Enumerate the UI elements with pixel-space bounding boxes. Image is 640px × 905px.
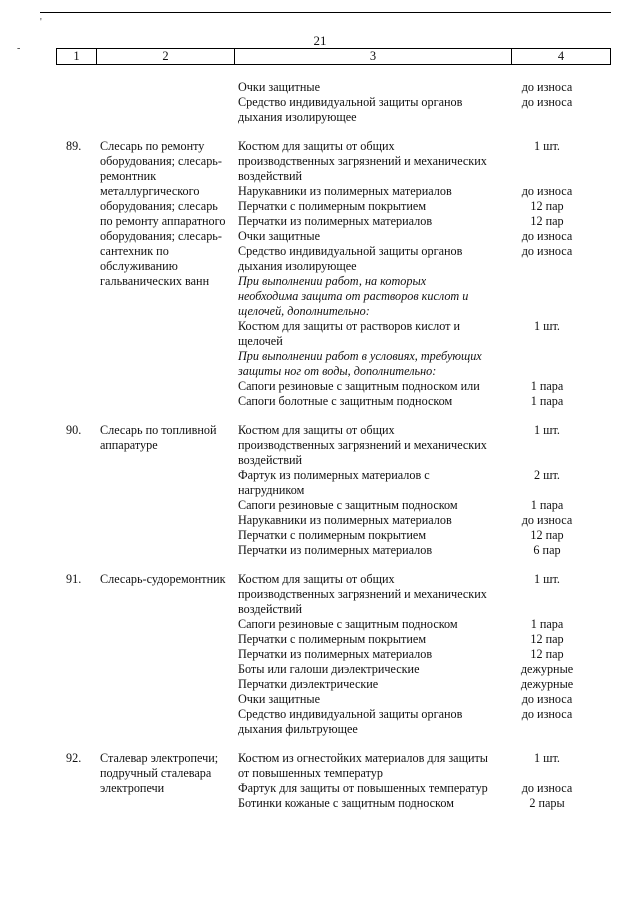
ppe-item-quantity: 1 шт. xyxy=(534,139,560,153)
ppe-item xyxy=(238,781,628,796)
ppe-item-name: Очки защитные xyxy=(238,229,320,243)
ppe-item xyxy=(238,468,628,498)
ppe-item xyxy=(238,677,628,692)
ppe-item-name: Фартук из полимерных материалов с нагрудником xyxy=(238,468,430,497)
ppe-item xyxy=(238,139,628,184)
table-row xyxy=(0,572,640,737)
ppe-item-quantity xyxy=(488,274,606,319)
ppe-item-name: Боты или галоши диэлектрические xyxy=(238,662,420,676)
ppe-item xyxy=(238,617,628,632)
ppe-item-name: Перчатки из полимерных материалов xyxy=(238,214,433,228)
top-rule xyxy=(40,12,611,13)
condition-note: При выполнении работ в условиях, требующих защиты ног от воды, дополнительно: xyxy=(238,349,482,378)
ppe-item-name: Костюм для защиты от растворов кислот и щелочей xyxy=(238,319,461,348)
ppe-item-name: Костюм из огнестойких материалов для защиты от повышенных температур xyxy=(238,751,488,780)
ppe-item-name: Сапоги болотные с защитным подноском xyxy=(238,394,453,408)
ppe-item xyxy=(238,80,628,95)
profession-name: Сталевар электропечи; подручный сталевара электропечи xyxy=(100,751,219,795)
ppe-item xyxy=(238,319,628,349)
ppe-item-quantity xyxy=(488,349,606,379)
profession-name: Слесарь по ремонту оборудования; слесарь-ремонтник металлургического оборудования; слесарь по ремонту аппаратного оборудования; слесарь-сантехник по обслуживанию гальванических ванн xyxy=(100,139,226,288)
ppe-item-quantity: 1 пара xyxy=(530,379,564,393)
profession-name: Слесарь по топливной аппаратуре xyxy=(100,423,217,452)
ppe-item-quantity: до износа xyxy=(521,80,573,94)
ppe-item-quantity: 12 пар xyxy=(530,214,564,228)
row-number: 89. xyxy=(66,139,82,153)
ppe-item-name: Ботинки кожаные с защитным подноском xyxy=(238,796,454,810)
condition-note: При выполнении работ, на которых необходима защита от растворов кислот и щелочей, дополнительно: xyxy=(238,274,469,318)
ppe-item-quantity: 1 шт. xyxy=(534,751,560,765)
ppe-item xyxy=(238,214,628,229)
table-body xyxy=(0,80,640,825)
ppe-item-quantity: 1 пара xyxy=(530,498,564,512)
corner-mark-1: ' xyxy=(40,17,42,28)
profession-name: Слесарь-судоремонтник xyxy=(100,572,226,586)
ppe-item xyxy=(238,95,628,125)
ppe-item-quantity: до износа xyxy=(521,244,573,258)
ppe-item xyxy=(238,349,628,379)
ppe-item-name: Очки защитные xyxy=(238,80,320,94)
row-number: 90. xyxy=(66,423,82,437)
ppe-item xyxy=(238,498,628,513)
ppe-item-name: Перчатки диэлектрические xyxy=(238,677,379,691)
ppe-item-quantity: дежурные xyxy=(520,677,574,691)
row-number: 92. xyxy=(66,751,82,765)
ppe-item-quantity: 12 пар xyxy=(530,647,564,661)
ppe-item-name: Костюм для защиты от общих производственных загрязнений и механических воздействий xyxy=(238,572,487,616)
ppe-item xyxy=(238,707,628,737)
ppe-item-name: Средство индивидуальной защиты органов дыхания изолирующее xyxy=(238,95,463,124)
ppe-item-quantity: до износа xyxy=(521,184,573,198)
ppe-item-name: Перчатки с полимерным покрытием xyxy=(238,632,427,646)
ppe-item xyxy=(238,543,628,558)
ppe-item-name: Перчатки с полимерным покрытием xyxy=(238,199,427,213)
ppe-item-quantity: 1 шт. xyxy=(534,319,560,333)
ppe-item xyxy=(238,632,628,647)
ppe-item-quantity: до износа xyxy=(521,707,573,721)
ppe-item-quantity: дежурные xyxy=(520,662,574,676)
ppe-item-quantity: 12 пар xyxy=(530,632,564,646)
header-col-1: 1 xyxy=(56,48,96,65)
ppe-item xyxy=(238,274,628,319)
ppe-item-quantity: до износа xyxy=(521,229,573,243)
ppe-item-quantity: 2 пары xyxy=(529,796,565,810)
ppe-item xyxy=(238,423,628,468)
ppe-item xyxy=(238,528,628,543)
ppe-item xyxy=(238,394,628,409)
ppe-item-name: Костюм для защиты от общих производственных загрязнений и механических воздействий xyxy=(238,139,487,183)
ppe-item-quantity: 1 пара xyxy=(530,394,564,408)
ppe-item-quantity: 1 шт. xyxy=(534,572,560,586)
ppe-item-quantity: до износа xyxy=(521,692,573,706)
ppe-item xyxy=(238,796,628,811)
ppe-item-name: Фартук для защиты от повышенных температур xyxy=(238,781,488,795)
ppe-item xyxy=(238,513,628,528)
ppe-item xyxy=(238,184,628,199)
ppe-item xyxy=(238,662,628,677)
ppe-item-name: Перчатки из полимерных материалов xyxy=(238,543,433,557)
ppe-item-name: Костюм для защиты от общих производственных загрязнений и механических воздействий xyxy=(238,423,487,467)
ppe-item-name: Сапоги резиновые с защитным подноском xyxy=(238,498,458,512)
ppe-item-name: Нарукавники из полимерных материалов xyxy=(238,513,452,527)
ppe-item-quantity: 12 пар xyxy=(530,199,564,213)
ppe-item xyxy=(238,379,628,394)
ppe-item-name: Сапоги резиновые с защитным подноском или xyxy=(238,379,480,393)
ppe-item xyxy=(238,572,628,617)
ppe-item xyxy=(238,229,628,244)
ppe-item-quantity: 1 шт. xyxy=(534,423,560,437)
ppe-item-name: Сапоги резиновые с защитным подноском xyxy=(238,617,458,631)
header-col-3: 3 xyxy=(234,48,511,65)
row-number: 91. xyxy=(66,572,82,586)
ppe-item-quantity: до износа xyxy=(521,781,573,795)
ppe-item-name: Нарукавники из полимерных материалов xyxy=(238,184,452,198)
ppe-item-name: Перчатки с полимерным покрытием xyxy=(238,528,427,542)
continuation-block xyxy=(0,80,640,125)
header-col-4: 4 xyxy=(511,48,611,65)
ppe-item-name: Перчатки из полимерных материалов xyxy=(238,647,433,661)
header-col-2: 2 xyxy=(96,48,234,65)
ppe-item xyxy=(238,751,628,781)
table-row xyxy=(0,139,640,409)
table-row xyxy=(0,423,640,558)
ppe-item xyxy=(238,199,628,214)
ppe-item-quantity: до износа xyxy=(521,513,573,527)
ppe-item-quantity: 2 шт. xyxy=(534,468,560,482)
ppe-item-quantity: 6 пар xyxy=(533,543,561,557)
table-row xyxy=(0,751,640,811)
ppe-item xyxy=(238,647,628,662)
ppe-item-name: Средство индивидуальной защиты органов дыхания изолирующее xyxy=(238,244,463,273)
ppe-item-quantity: 1 пара xyxy=(530,617,564,631)
ppe-item-name: Средство индивидуальной защиты органов дыхания фильтрующее xyxy=(238,707,463,736)
ppe-item-quantity: до износа xyxy=(521,95,573,109)
page-number: 21 xyxy=(313,33,327,48)
ppe-item xyxy=(238,692,628,707)
ppe-item-quantity: 12 пар xyxy=(530,528,564,542)
corner-mark-2: - xyxy=(17,43,21,54)
ppe-item-name: Очки защитные xyxy=(238,692,320,706)
ppe-item xyxy=(238,244,628,274)
